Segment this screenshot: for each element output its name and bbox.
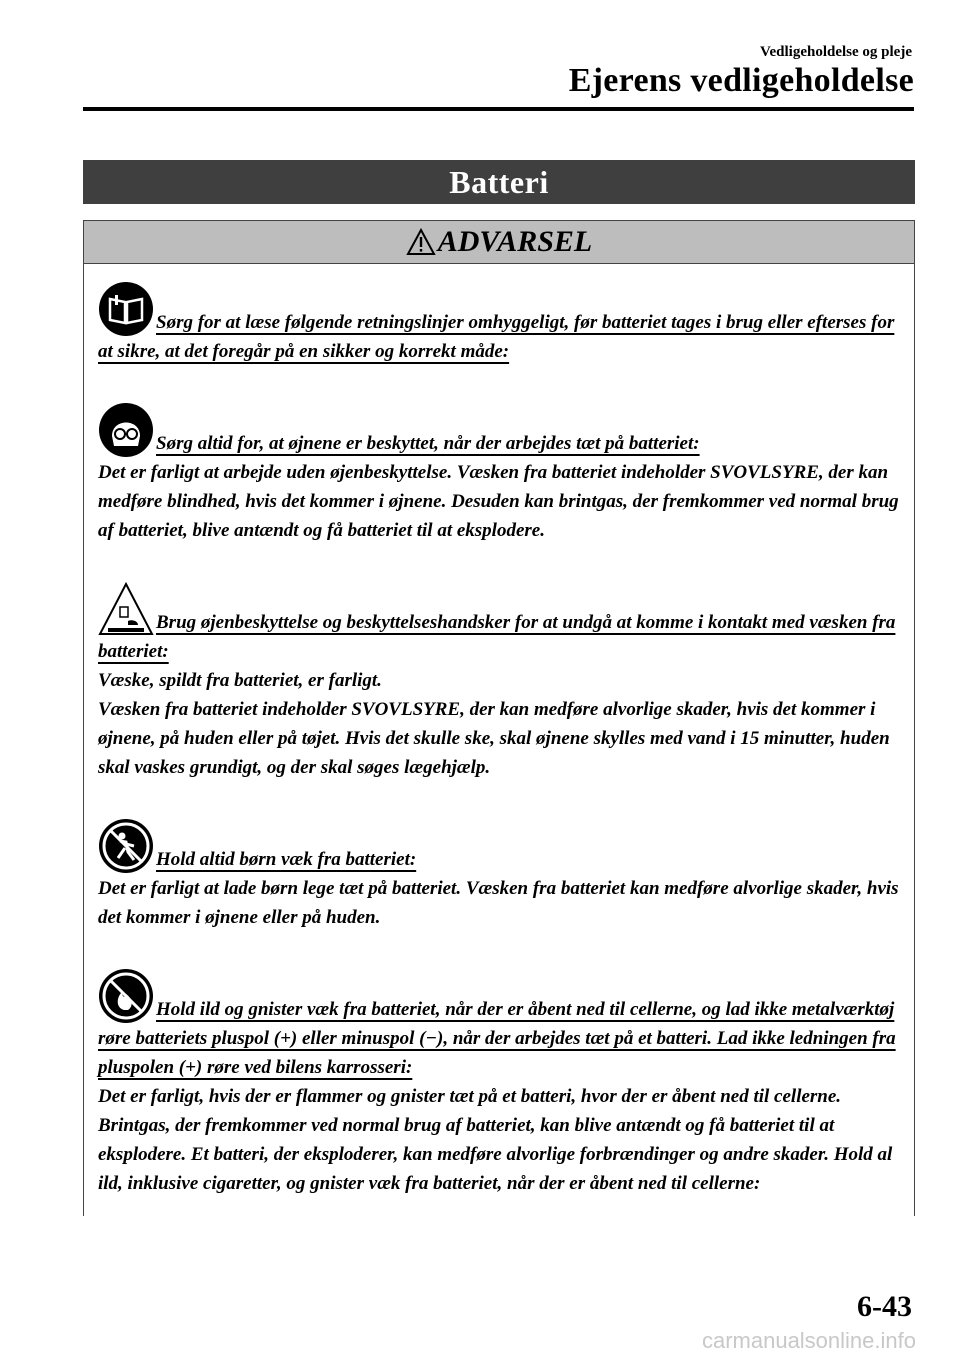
warning-item [98, 818, 900, 932]
warning-item-lead: Sørg altid for, at øjnene er beskyttet, når der arbejdes tæt på batteriet: [156, 433, 700, 454]
warning-item [98, 581, 900, 782]
warning-item-body: Det er farligt at lade børn lege tæt på batteriet. Væsken fra batteriet kan medføre alvorlige skader, hvis det kommer i øjnene eller på huden. [98, 878, 899, 928]
page-number: 6-43 [857, 1290, 912, 1323]
warning-header [84, 221, 914, 264]
warning-item [98, 281, 900, 366]
warning-triangle-icon [406, 228, 436, 256]
corrosive-hazard-icon [98, 581, 154, 637]
no-fire-icon [98, 968, 154, 1024]
warning-item-lead: Hold ild og gnister væk fra batteriet, når der er åbent ned til cellerne, og lad ikke metalværktøj røre batteriets pluspol (+) eller minuspol (−), når der arbejdes tæt på et batteri. Lad ikke ledningen fra pluspolen (+) røre ved bilens karrosseri: [98, 999, 896, 1078]
warning-item-body: Væske, spildt fra batteriet, er farligt. Væsken fra batteriet indeholder SVOVLSYRE, der kan medføre alvorlige skader, hvis det kommer i øjnene, på huden eller på tøjet. Hvis det skulle ske, skal øjnene skylles med vand i 15 minutter, huden skal vaskes grundigt, og der skal søges lægehjælp. [98, 670, 890, 778]
warning-item [98, 968, 900, 1198]
chapter-subtitle: Vedligeholdelse og pleje [760, 44, 912, 60]
warning-item [98, 402, 900, 545]
warning-item-lead: Brug øjenbeskyttelse og beskyttelseshandsker for at undgå at komme i kontakt med væsken fra batteriet: [98, 612, 896, 662]
section-title: Batteri [449, 163, 549, 200]
no-children-icon [98, 818, 154, 874]
warning-item-body: Det er farligt at arbejde uden øjenbeskyttelse. Væsken fra batteriet indeholder SVOVLSYRE, der kan medføre blindhed, hvis det kommer i øjnene. Desuden kan brintgas, der fremkommer ved normal brug af batteriet, blive antændt og få batteriet til at eksplodere. [98, 462, 899, 541]
warning-item-body: Det er farligt, hvis der er flammer og gnister tæt på et batteri, hvor der er åbent ned til cellerne. Brintgas, der fremkommer ved normal brug af batteriet, kan blive antændt og få batteriet til at eksplodere. Et batteri, der eksploderer, kan medføre alvorlige forbrændinger og andre skader. Hold al ild, inklusive cigaretter, og gnister væk fra batteriet, når der er åbent ned til cellerne: [98, 1086, 893, 1194]
warning-box [83, 220, 915, 1216]
section-title-bar [83, 160, 915, 204]
chapter-title: Ejerens vedligeholdelse [568, 62, 914, 99]
manual-book-icon [98, 281, 154, 337]
eye-protection-icon [98, 402, 154, 458]
header-divider [83, 107, 914, 111]
warning-item-lead: Hold altid børn væk fra batteriet: [156, 849, 417, 870]
warning-content [98, 281, 900, 1234]
watermark: carmanualsonline.info [701, 1328, 916, 1353]
warning-item-lead: Sørg for at læse følgende retningslinjer omhyggeligt, før batteriet tages i brug eller efterses for at sikre, at det foregår på en sikker og korrekt måde: [98, 312, 895, 362]
warning-label: ADVARSEL [437, 225, 593, 258]
